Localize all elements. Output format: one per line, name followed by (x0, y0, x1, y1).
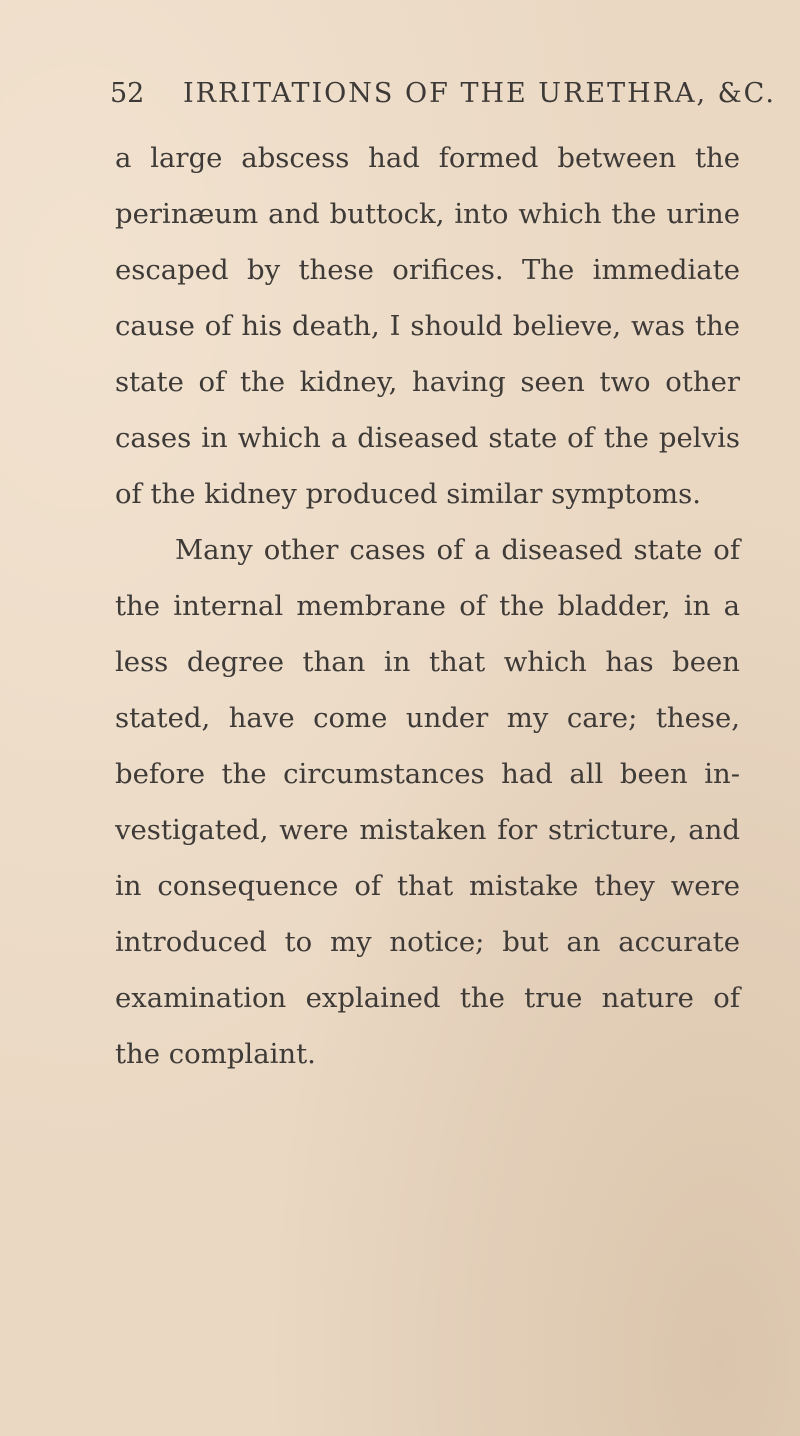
page-number: 52 (110, 78, 145, 109)
paragraph-start-line: Many other cases of a diseased state of (175, 534, 740, 566)
text-line: in consequence of that mistake they were (115, 870, 740, 902)
text-line: perinæum and buttock, into which the urine (115, 198, 740, 230)
body-text (115, 130, 740, 1082)
text-line: introduced to my notice; but an accurate (115, 926, 740, 958)
text-line: a large abscess had formed between the (115, 142, 740, 174)
page-header (110, 78, 776, 118)
text-line: state of the kidney, having seen two other (115, 366, 740, 398)
text-line: stated, have come under my care; these, (115, 702, 740, 734)
text-line: the complaint. (115, 1038, 316, 1070)
text-line: of the kidney produced similar symptoms. (115, 478, 701, 510)
text-line: vestigated, were mistaken for stricture, and (115, 814, 740, 846)
text-line: escaped by these orifices. The immediate (115, 254, 740, 286)
text-line: the internal membrane of the bladder, in a (115, 590, 740, 622)
running-head: IRRITATIONS OF THE URETHRA, &C. (182, 78, 776, 109)
text-line: examination explained the true nature of (115, 982, 740, 1014)
text-line: less degree than in that which has been (115, 646, 740, 678)
text-line: cause of his death, I should believe, was the (115, 310, 740, 342)
text-line: before the circumstances had all been in- (115, 758, 740, 790)
text-line: cases in which a diseased state of the pelvis (115, 422, 740, 454)
